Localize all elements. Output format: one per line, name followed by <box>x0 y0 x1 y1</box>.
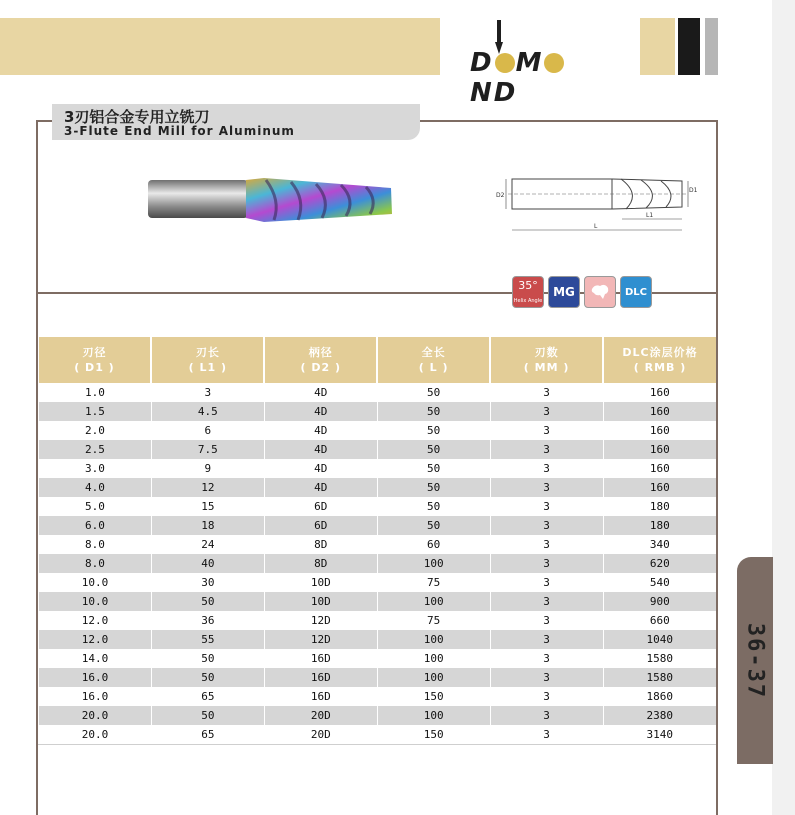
page-number: 36-37 <box>742 622 768 699</box>
table-cell-d2: 16D <box>264 668 377 687</box>
column-header-code: ( L1 ) <box>188 361 228 374</box>
table-cell-d1: 2.0 <box>39 421 152 440</box>
table-row <box>39 630 717 649</box>
table-cell-flutes: 3 <box>490 611 603 630</box>
column-header-label: 柄径 <box>308 346 333 359</box>
table-cell-l1: 7.5 <box>151 440 264 459</box>
table-cell-d1: 1.5 <box>39 402 152 421</box>
column-header-label: 全长 <box>421 346 446 359</box>
table-cell-d1: 20.0 <box>39 725 152 745</box>
table-cell-l1: 50 <box>151 649 264 668</box>
table-cell-l: 50 <box>377 402 490 421</box>
table-cell-d1: 10.0 <box>39 573 152 592</box>
table-cell-price: 160 <box>603 440 716 459</box>
table-row <box>39 478 717 497</box>
page-edge-strip <box>772 0 795 815</box>
table-header-row <box>39 337 717 383</box>
table-cell-price: 2380 <box>603 706 716 725</box>
table-cell-d2: 20D <box>264 725 377 745</box>
table-cell-d1: 12.0 <box>39 611 152 630</box>
table-cell-l1: 55 <box>151 630 264 649</box>
table-cell-flutes: 3 <box>490 668 603 687</box>
table-cell-l1: 50 <box>151 668 264 687</box>
table-cell-d2: 4D <box>264 440 377 459</box>
column-header-d2 <box>264 337 377 383</box>
table-cell-l: 100 <box>377 668 490 687</box>
table-cell-price: 160 <box>603 478 716 497</box>
table-row <box>39 649 717 668</box>
table-row <box>39 611 717 630</box>
column-header-l <box>377 337 490 383</box>
table-cell-price: 180 <box>603 516 716 535</box>
table-row <box>39 516 717 535</box>
end-mill-photo <box>146 170 396 230</box>
table-cell-l1: 4.5 <box>151 402 264 421</box>
table-cell-d1: 16.0 <box>39 668 152 687</box>
table-cell-d2: 8D <box>264 535 377 554</box>
table-cell-price: 160 <box>603 383 716 402</box>
table-row <box>39 573 717 592</box>
table-cell-l1: 24 <box>151 535 264 554</box>
table-cell-l1: 40 <box>151 554 264 573</box>
table-cell-l1: 6 <box>151 421 264 440</box>
product-title-box <box>52 104 420 140</box>
column-header-label: 刃径 <box>82 346 107 359</box>
table-cell-d2: 4D <box>264 402 377 421</box>
table-row <box>39 554 717 573</box>
dlc-badge-label: DLC <box>624 286 647 298</box>
table-cell-d2: 12D <box>264 611 377 630</box>
table-cell-flutes: 3 <box>490 706 603 725</box>
table-cell-d1: 14.0 <box>39 649 152 668</box>
table-cell-flutes: 3 <box>490 592 603 611</box>
table-cell-l: 150 <box>377 725 490 745</box>
table-cell-flutes: 3 <box>490 687 603 706</box>
table-cell-l: 100 <box>377 554 490 573</box>
table-cell-flutes: 3 <box>490 383 603 402</box>
table-cell-l: 50 <box>377 497 490 516</box>
dlc-coating-badge <box>620 276 652 308</box>
table-cell-l: 100 <box>377 706 490 725</box>
table-cell-l1: 30 <box>151 573 264 592</box>
table-cell-d1: 1.0 <box>39 383 152 402</box>
table-cell-d1: 5.0 <box>39 497 152 516</box>
table-cell-d1: 8.0 <box>39 554 152 573</box>
color-swatch-gold <box>640 18 675 75</box>
table-cell-d1: 10.0 <box>39 592 152 611</box>
table-cell-flutes: 3 <box>490 725 603 745</box>
column-header-d1 <box>39 337 152 383</box>
column-header-label: 刃数 <box>534 346 559 359</box>
table-cell-d1: 16.0 <box>39 687 152 706</box>
drawing-label-d2: D2 <box>496 192 505 199</box>
table-cell-price: 160 <box>603 459 716 478</box>
table-cell-price: 160 <box>603 402 716 421</box>
column-header-code: ( D1 ) <box>74 361 115 374</box>
table-cell-d2: 4D <box>264 383 377 402</box>
table-body <box>39 383 717 745</box>
column-header-label: 刃长 <box>195 346 220 359</box>
column-header-price <box>603 337 716 383</box>
table-cell-flutes: 3 <box>490 535 603 554</box>
table-cell-flutes: 3 <box>490 573 603 592</box>
table-cell-l: 150 <box>377 687 490 706</box>
table-cell-l1: 50 <box>151 706 264 725</box>
helix-angle-caption: Helix Angle <box>513 298 543 304</box>
logo-gold-dot-2 <box>544 53 564 73</box>
table-cell-flutes: 3 <box>490 649 603 668</box>
table-row <box>39 725 717 745</box>
pen-nib-icon <box>494 20 504 54</box>
table-row <box>39 383 717 402</box>
table-cell-l1: 50 <box>151 592 264 611</box>
logo-gold-dot <box>495 53 515 73</box>
table-cell-flutes: 3 <box>490 554 603 573</box>
table-cell-d2: 6D <box>264 497 377 516</box>
table-cell-d2: 4D <box>264 478 377 497</box>
table-cell-l1: 65 <box>151 725 264 745</box>
table-cell-d1: 8.0 <box>39 535 152 554</box>
table-cell-l1: 15 <box>151 497 264 516</box>
table-cell-l: 50 <box>377 383 490 402</box>
table-cell-l1: 3 <box>151 383 264 402</box>
mg-badge <box>548 276 580 308</box>
column-header-code: ( RMB ) <box>633 361 687 374</box>
table-cell-price: 620 <box>603 554 716 573</box>
table-cell-flutes: 3 <box>490 516 603 535</box>
table-row <box>39 706 717 725</box>
helix-angle-badge <box>512 276 544 308</box>
table-cell-d1: 4.0 <box>39 478 152 497</box>
table-row <box>39 421 717 440</box>
table-row <box>39 402 717 421</box>
table-cell-flutes: 3 <box>490 440 603 459</box>
table-cell-d2: 20D <box>264 706 377 725</box>
table-cell-l: 100 <box>377 649 490 668</box>
table-cell-price: 3140 <box>603 725 716 745</box>
drawing-label-d1: D1 <box>689 187 698 194</box>
table-cell-d1: 12.0 <box>39 630 152 649</box>
table-cell-d2: 6D <box>264 516 377 535</box>
table-cell-l: 50 <box>377 421 490 440</box>
table-row <box>39 687 717 706</box>
product-title-chinese: 3刃铝合金专用立铣刀 <box>64 108 210 126</box>
table-row <box>39 535 717 554</box>
helix-angle-value: 35° <box>518 279 538 292</box>
product-title-english: 3-Flute End Mill for Aluminum <box>64 124 295 138</box>
table-cell-d1: 3.0 <box>39 459 152 478</box>
page-number-tab <box>737 557 773 764</box>
table-cell-d2: 10D <box>264 573 377 592</box>
aluminum-material-icon <box>589 281 611 303</box>
table-cell-d1: 6.0 <box>39 516 152 535</box>
table-row <box>39 497 717 516</box>
table-cell-d1: 2.5 <box>39 440 152 459</box>
drawing-label-l1: L1 <box>646 212 654 219</box>
table-cell-l: 50 <box>377 478 490 497</box>
table-cell-price: 160 <box>603 421 716 440</box>
table-row <box>39 440 717 459</box>
table-cell-d2: 8D <box>264 554 377 573</box>
table-cell-flutes: 3 <box>490 421 603 440</box>
material-badge <box>584 276 616 308</box>
column-header-l1 <box>151 337 264 383</box>
table-cell-price: 1040 <box>603 630 716 649</box>
column-header-code: ( MM ) <box>523 361 570 374</box>
table-cell-l: 100 <box>377 630 490 649</box>
diamond-logo <box>470 48 612 108</box>
table-cell-flutes: 3 <box>490 402 603 421</box>
table-cell-d2: 12D <box>264 630 377 649</box>
table-cell-l1: 65 <box>151 687 264 706</box>
table-cell-l1: 12 <box>151 478 264 497</box>
table-cell-l1: 18 <box>151 516 264 535</box>
table-cell-l: 50 <box>377 440 490 459</box>
logo-letter-d: D <box>470 48 494 78</box>
color-swatch-gray <box>705 18 718 75</box>
table-cell-d2: 4D <box>264 421 377 440</box>
end-mill-technical-drawing <box>496 163 696 238</box>
table-cell-flutes: 3 <box>490 459 603 478</box>
table-cell-price: 1580 <box>603 668 716 687</box>
table-cell-price: 340 <box>603 535 716 554</box>
table-cell-flutes: 3 <box>490 478 603 497</box>
logo-letters-nd: ND <box>470 78 518 108</box>
table-cell-d2: 16D <box>264 687 377 706</box>
table-row <box>39 592 717 611</box>
table-cell-d2: 10D <box>264 592 377 611</box>
frame-right-border <box>716 120 718 815</box>
table-row <box>39 459 717 478</box>
table-cell-l: 60 <box>377 535 490 554</box>
color-swatch-black <box>678 18 700 75</box>
top-banner <box>0 18 440 75</box>
table-cell-d2: 4D <box>264 459 377 478</box>
column-header-flutes <box>490 337 603 383</box>
table-cell-l: 75 <box>377 573 490 592</box>
mg-badge-label: MG <box>553 285 575 299</box>
table-cell-price: 1860 <box>603 687 716 706</box>
drawing-label-l: L <box>594 223 598 230</box>
table-row <box>39 668 717 687</box>
feature-badges <box>512 276 652 308</box>
table-cell-l: 75 <box>377 611 490 630</box>
table-cell-flutes: 3 <box>490 497 603 516</box>
table-cell-d2: 16D <box>264 649 377 668</box>
table-cell-flutes: 3 <box>490 630 603 649</box>
column-header-code: ( L ) <box>418 361 449 374</box>
table-cell-price: 1580 <box>603 649 716 668</box>
table-cell-l: 50 <box>377 516 490 535</box>
specification-table <box>38 337 716 745</box>
table-cell-l: 100 <box>377 592 490 611</box>
table-cell-price: 660 <box>603 611 716 630</box>
table-cell-price: 900 <box>603 592 716 611</box>
table-cell-price: 180 <box>603 497 716 516</box>
table-cell-d1: 20.0 <box>39 706 152 725</box>
logo-letter-m: M <box>515 48 544 78</box>
column-header-code: ( D2 ) <box>300 361 342 374</box>
column-header-label: DLC涂层价格 <box>622 346 698 359</box>
table-cell-l1: 9 <box>151 459 264 478</box>
table-cell-l: 50 <box>377 459 490 478</box>
table-cell-l1: 36 <box>151 611 264 630</box>
table-cell-price: 540 <box>603 573 716 592</box>
